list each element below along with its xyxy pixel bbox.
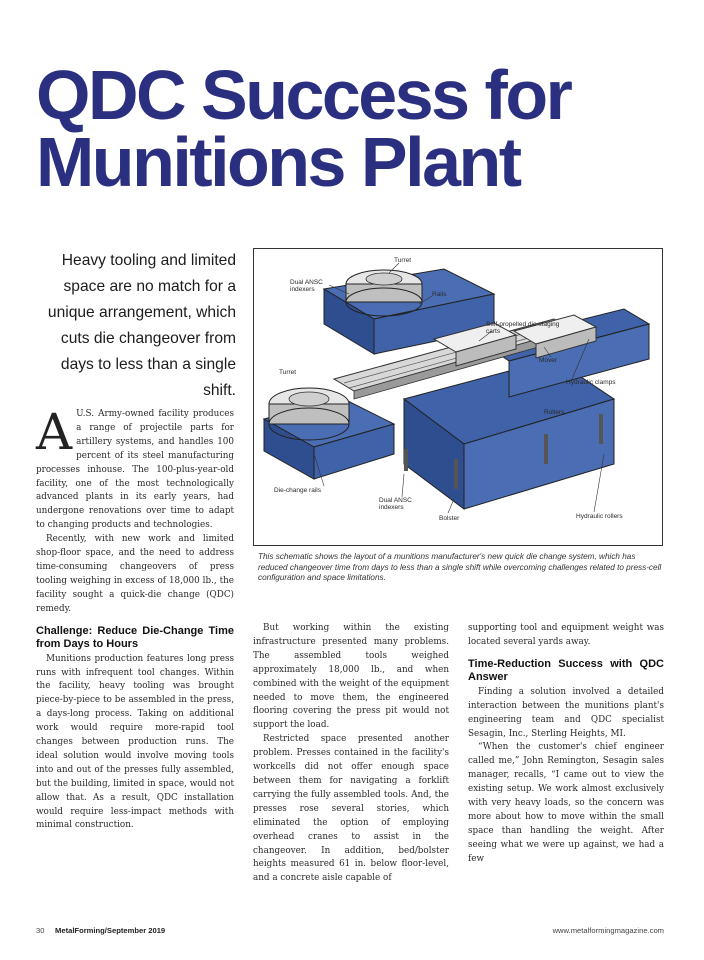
- intro-paragraph: [36, 403, 234, 533]
- page-number: 30: [36, 926, 45, 935]
- callout-mover: Mover: [539, 357, 558, 364]
- paragraph: “When the customer's chief engineer called me,” John Remington, Sesagin sales manager, recalls, “I came out to view the existing setup. We work almost exclusively with very heavy loads, so the concern was more about how to move within the small space than handling the weight. After seeing what we were up against, we had a few: [468, 742, 664, 864]
- paragraph: Finding a solution involved a detailed interaction between the munitions plant's engineering team and QDC specialist Sesagin, Inc., Sterling Heights, MI.: [468, 686, 664, 739]
- drop-cap: A: [36, 403, 73, 461]
- article-deck: Heavy tooling and limited space are no match for a unique arrangement, which cuts die changeover from days to less than a single shift.: [47, 252, 236, 399]
- magazine-issue: MetalForming/September 2019: [55, 926, 166, 935]
- callout-rails: Rails: [432, 291, 447, 298]
- qdc-schematic-illustration: [254, 249, 661, 544]
- callout-staging-carts: Self-propelled die staging carts: [486, 321, 560, 335]
- schematic-figure: [253, 248, 663, 546]
- callout-indexers-bottom: Dual ANSC indexers: [379, 497, 412, 511]
- footer-left: [36, 926, 165, 935]
- paragraph: Restricted space presented another problem. Presses contained in the facility's workcells did not offer enough space between them for navigating a forklift carrying the fully assembled tools. And, the presses rose several stories, which eliminated the option of employing overhead cranes to assist in the changeover. In addition, bed/bolster heights measured 61 in. below floor-level, and a concrete aisle capable of: [253, 734, 449, 884]
- column-2: [253, 622, 449, 886]
- footer-url: www.metalformingmagazine.com: [552, 926, 664, 935]
- paragraph: But working within the existing infrastructure presented many problems. The assembled tools weighed approximately 18,000 lb., and when combined with the weight of the equipment needed to move them, the engineered flooring covering the press pit would not support the load.: [253, 623, 449, 731]
- section-heading: Challenge: Reduce Die-Change Time from Days to Hours: [36, 624, 234, 650]
- callout-rollers: Rollers: [544, 409, 565, 416]
- callout-hydraulic-rollers: Hydraulic rollers: [576, 513, 623, 520]
- figure-caption: This schematic shows the layout of a munitions manufacturer's new quick die change system, which has reduced changeover time from days to less than a single shift while overcoming challenges related to press-cell configuration and space limitations.: [258, 552, 662, 582]
- section-heading: Time-Reduction Success with QDC Answer: [468, 657, 664, 683]
- paragraph: Recently, with new work and limited shop-floor space, and the need to address time-consuming changeovers of press tooling weighing in excess of 18,000 lb., the facility sought a quick-die change (QDC) remedy.: [36, 534, 234, 614]
- intro-text: U.S. Army-owned facility produces a range of projectile parts for artillery systems, and handles 100 percent of its steel manufacturing processes inhouse. The 100-plus-year-old facility, one of the most technologically advanced plants in its early years, had undergone renovations over time to adapt to changing products and technologies.: [36, 409, 234, 531]
- callout-turret-bottom: Turret: [279, 369, 297, 376]
- callout-die-change-rails: Die-change rails: [274, 487, 321, 494]
- callout-indexers-top: Dual ANSC indexers: [290, 279, 323, 293]
- callout-bolster: Bolster: [439, 515, 460, 522]
- paragraph: Munitions production features long press runs with infrequent tool changes. Within the facility, heavy tooling was brought piece-by-piece to be assembled in the press, a days-long process. Taking on additional work would require more-rapid tool changes between production runs. The ideal solution would involve moving tools into and out of the presses fully assembled, but the building, limited in space, would not allow that. As a result, QDC installation would require less-impact methods with minimal construction.: [36, 653, 234, 831]
- callout-turret-top: Turret: [394, 257, 412, 264]
- column-1: [36, 403, 234, 833]
- column-3: [468, 622, 664, 867]
- callout-hydraulic-clamps: Hydraulic clamps: [566, 379, 616, 386]
- paragraph: supporting tool and equipment weight was located several yards away.: [468, 623, 664, 647]
- page-title: QDC Success for Munitions Plant: [36, 56, 571, 201]
